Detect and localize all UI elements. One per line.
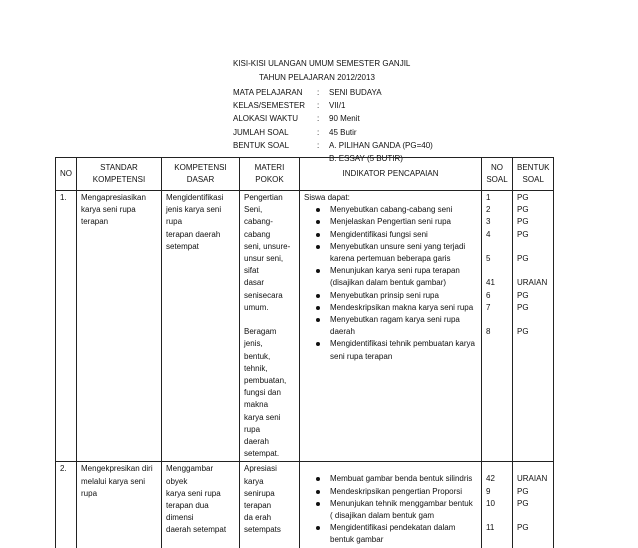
- row-no: 1.: [56, 191, 77, 462]
- row-materi-pokok: Apresiasi karya senirupa terapan da erah setempats: [240, 462, 300, 548]
- indicator-list: [304, 473, 477, 546]
- header-standar-kompetensi: STANDAR KOMPETENSI: [77, 158, 162, 191]
- table-row: [56, 462, 554, 548]
- header-no-soal: NO SOAL: [482, 158, 513, 191]
- table-header-row: [56, 158, 554, 191]
- row-kompetensi-dasar: Mengidentifikasi jenis karya seni rupa terapan daerah setempat: [162, 191, 240, 462]
- row-indikator: [300, 191, 482, 462]
- meta-row-type: BENTUK SOAL : A. PILIHAN GANDA (PG=40): [233, 139, 433, 152]
- list-item: Mengidentifikasi fungsi seni: [304, 229, 477, 241]
- list-item: Menunjukan tehnik menggambar bentuk ( disajikan dalam bentuk gam: [304, 498, 477, 522]
- list-item: Menjelaskan Pengertian seni rupa: [304, 216, 477, 228]
- list-item: Mengidentifikasi pendekatan dalam bentuk gambar: [304, 522, 477, 546]
- list-item: Menyebutkan unsure seni yang terjadi karena pertemuan beberapa garis: [304, 241, 477, 265]
- meta-row-class: KELAS/SEMESTER : VII/1: [233, 99, 433, 112]
- row-standar-kompetensi: Mengekpresikan diri melalui karya seni rupa: [77, 462, 162, 548]
- meta-row-subject: MATA PELAJARAN : SENI BUDAYA: [233, 86, 433, 99]
- meta-value: 90 Menit: [329, 114, 360, 124]
- meta-value: VII/1: [329, 101, 346, 111]
- meta-label: ALOKASI WAKTU: [233, 114, 299, 124]
- indicator-intro: Siswa dapat:: [304, 193, 350, 202]
- list-item: Mengidentifikasi tehnik pembuatan karya seni rupa terapan: [304, 338, 477, 362]
- meta-value: 45 Butir: [329, 127, 357, 137]
- header-indikator: INDIKATOR PENCAPAIAN: [300, 158, 482, 191]
- row-no: 2.: [56, 462, 77, 548]
- meta-value: B. ESSAY (5 BUTIR): [329, 154, 403, 164]
- row-indikator: [300, 462, 482, 548]
- row-kompetensi-dasar: Menggambar obyek karya seni rupa terapan dua dimensi daerah setempat: [162, 462, 240, 548]
- academic-year: TAHUN PELAJARAN 2012/2013: [259, 73, 375, 82]
- exam-metadata: [233, 86, 433, 165]
- row-standar-kompetensi: Mengapresiasikan karya seni rupa terapan: [77, 191, 162, 462]
- header-kompetensi-dasar: KOMPETENSI DASAR: [162, 158, 240, 191]
- list-item: Menunjukan karya seni rupa terapan (disajikan dalam bentuk gambar): [304, 265, 477, 289]
- list-item: Menyebutkan cabang-cabang seni: [304, 204, 477, 216]
- list-item: Menyebutkan ragam karya seni rupa daerah: [304, 314, 477, 338]
- list-item: Membuat gambar benda bentuk silindris: [304, 473, 477, 485]
- header-materi-pokok: MATERI POKOK: [240, 158, 300, 191]
- row-bentuk-soal: PG PG PG PG PG URAIAN PG PG PG: [513, 191, 554, 462]
- row-no-soal: 42 9 10 11: [482, 462, 513, 548]
- meta-label: MATA PELAJARAN: [233, 88, 303, 97]
- indicator-list: [304, 204, 477, 363]
- document-title: KISI-KISI ULANGAN UMUM SEMESTER GANJIL: [233, 59, 411, 68]
- kisi-table: [55, 157, 554, 548]
- row-materi-pokok: Pengertian Seni, cabang-cabang seni, unsure- unsur seni, sifat dasar senisecara umum. Beragam jenis, bentuk, tehnik, pembuatan, fungsi dan makna karya seni rupa daerah setempat.: [240, 191, 300, 462]
- meta-row-time: ALOKASI WAKTU : 90 Menit: [233, 112, 433, 125]
- meta-label: BENTUK SOAL: [233, 140, 290, 150]
- list-item: Menyebutkan prinsip seni rupa: [304, 290, 477, 302]
- header-bentuk-soal: BENTUK SOAL: [513, 158, 554, 191]
- row-bentuk-soal: URAIAN PG PG PG: [513, 462, 554, 548]
- meta-value: A. PILIHAN GANDA (PG=40): [329, 140, 433, 150]
- meta-value: SENI BUDAYA: [329, 88, 382, 97]
- meta-label: KELAS/SEMESTER: [233, 101, 306, 111]
- list-item: Mendeskripsikan makna karya seni rupa: [304, 302, 477, 314]
- table-row: [56, 191, 554, 462]
- meta-label: JUMLAH SOAL: [233, 127, 289, 137]
- row-no-soal: 1 2 3 4 5 41 6 7 8: [482, 191, 513, 462]
- header-no: NO: [56, 158, 77, 191]
- list-item: Mendeskripsikan pengertian Proporsi: [304, 486, 477, 498]
- meta-row-count: JUMLAH SOAL : 45 Butir: [233, 126, 433, 139]
